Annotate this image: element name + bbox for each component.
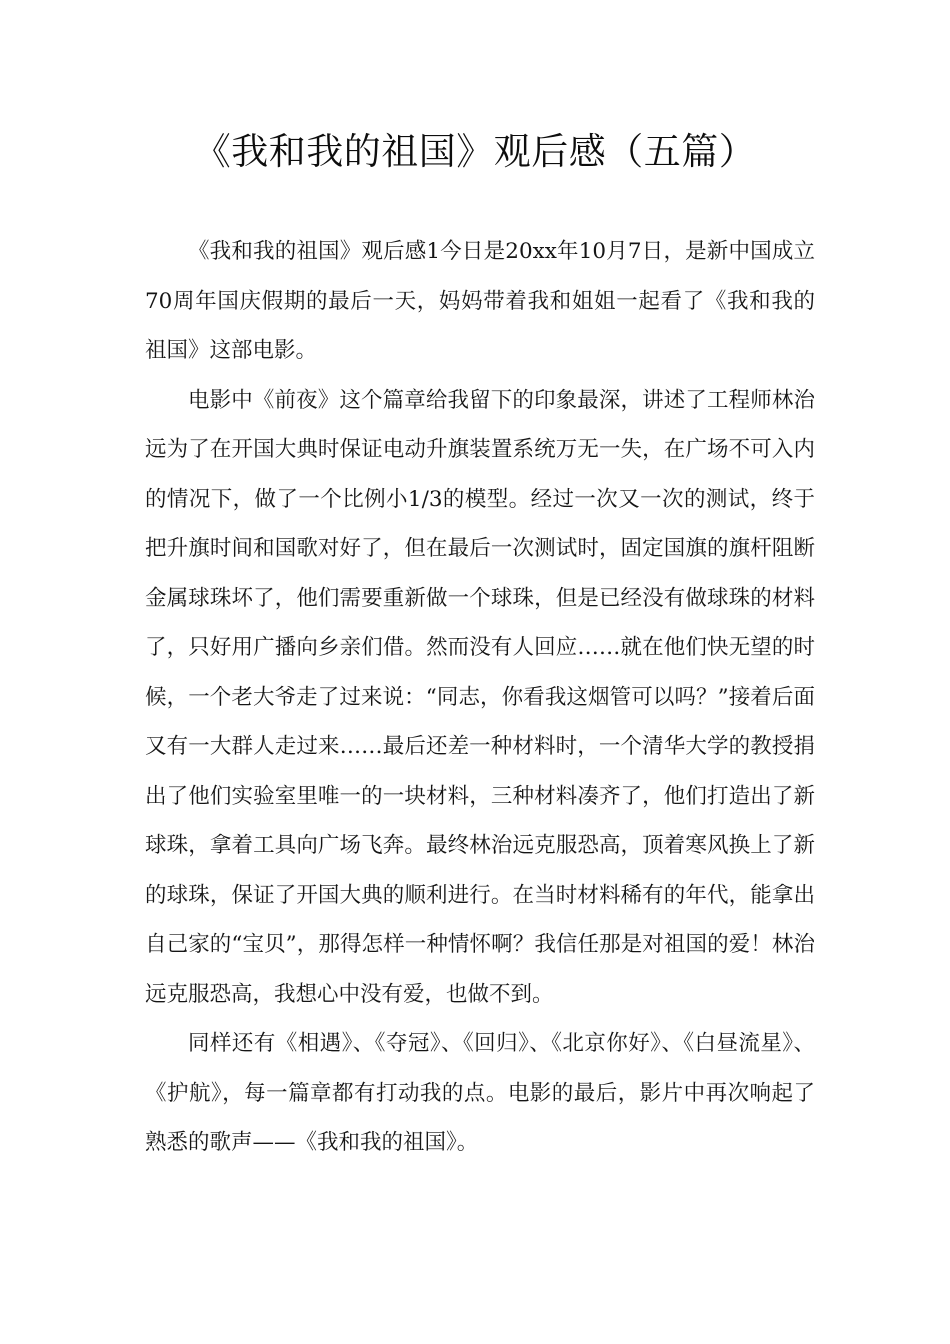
document-body bbox=[145, 227, 815, 1168]
paragraph-3: 同样还有《相遇》、《夺冠》、《回归》、《北京你好》、《白昼流星》、《护航》，每一篇章都有打动我的点。电影的最后，影片中再次响起了熟悉的歌声——《我和我的祖国》。 bbox=[145, 1031, 815, 1155]
paragraph-1: 《我和我的祖国》观后感1今日是20xx年10月7日，是新中国成立70周年国庆假期的最后一天，妈妈带着我和姐姐一起看了《我和我的祖国》这部电影。 bbox=[145, 239, 815, 363]
document-title: 《我和我的祖国》观后感（五篇） bbox=[193, 130, 757, 173]
paragraph-2: 电影中《前夜》这个篇章给我留下的印象最深，讲述了工程师林治远为了在开国大典时保证电动升旗装置系统万无一失，在广场不可入内的情况下，做了一个比例小1/3的模型。经过一次又一次的测试，终于把升旗时间和国歌对好了，但在最后一次测试时，固定国旗的旗杆阻断金属球珠坏了，他们需要重新做一个球珠，但是已经没有做球珠的材料了，只好用广播向乡亲们借。然而没有人回应……就在他们快无望的时候，一个老大爷走了过来说：“同志，你看我这烟管可以吗？”接着后面又有一大群人走过来……最后还差一种材料时，一个清华大学的教授捐出了他们实验室里唯一的一块材料，三种材料凑齐了，他们打造出了新球珠，拿着工具向广场飞奔。最终林治远克服恐高，顶着寒风换上了新的球珠，保证了开国大典的顺利进行。在当时材料稀有的年代，能拿出自己家的“宝贝”，那得怎样一种情怀啊？我信任那是对祖国的爱！林治远克服恐高，我想心中没有爱，也做不到。 bbox=[145, 387, 815, 1007]
